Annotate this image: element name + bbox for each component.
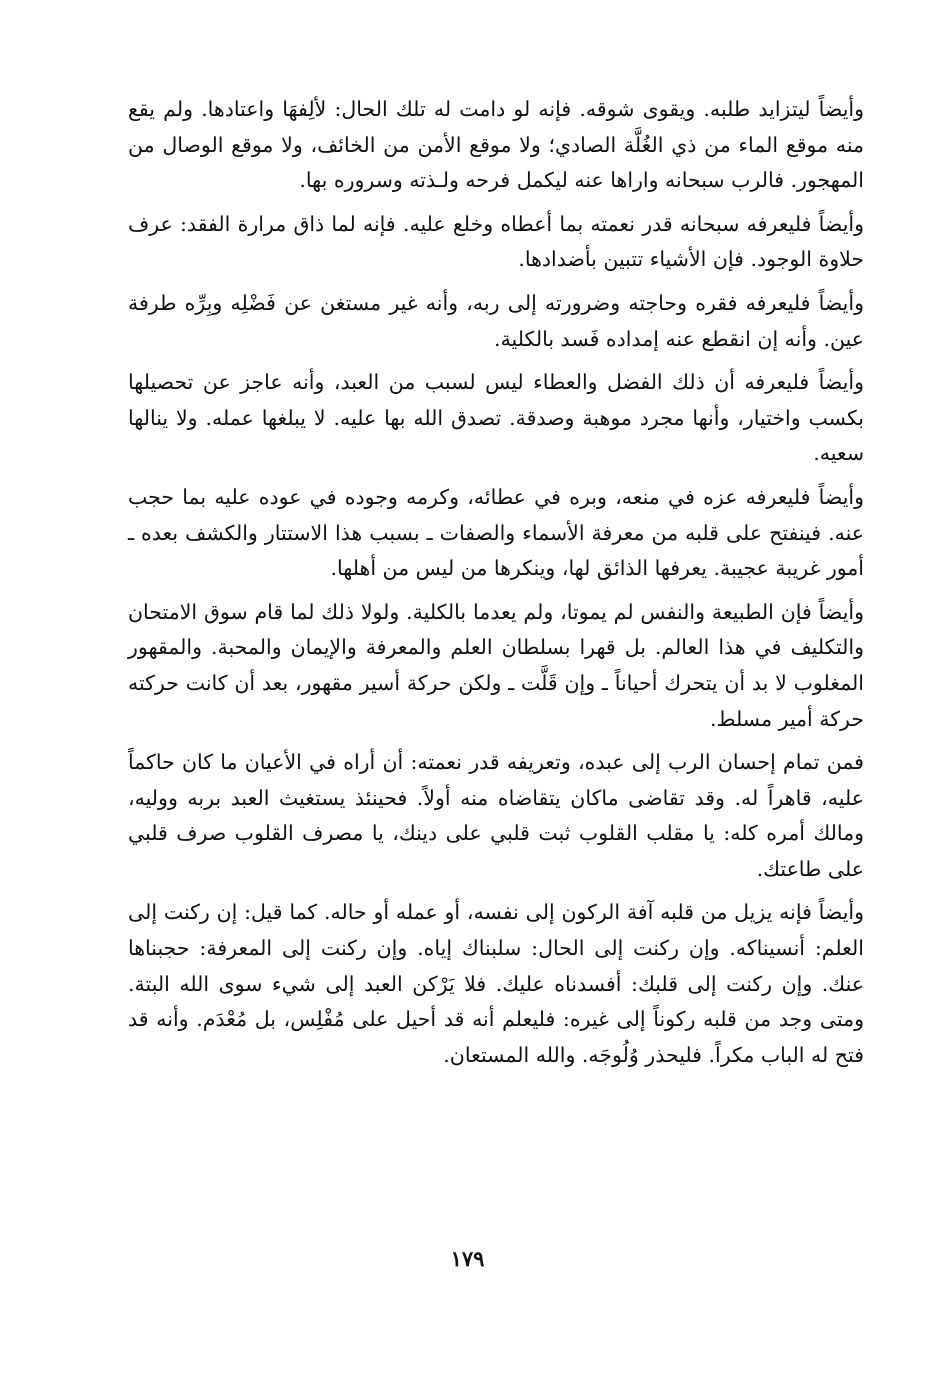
paragraph-7: فمن تمام إحسان الرب إلى عبده، وتعريفه قدر نعمته: أن أراه في الأعيان ما كان حاكماً عليه، قاهراً له. وقد تقاضى ماكان يتقاضاه منه أولاً. فحينئذ يستغيث العبد بربه ووليه، ومالك أمره كله: يا مقلب القلوب ثبت قلبي على دينك، يا مصرف القلوب صرف قلبي على طاعتك. <box>128 750 864 881</box>
paragraph-3: وأيضاً فليعرفه فقره وحاجته وضرورته إلى ربه، وأنه غير مستغن عن فَضْلِه وبِرِّه طرفة عين. وأنه إن انقطع عنه إمداده فَسد بالكلية. <box>128 290 864 351</box>
page-number: ١٧٩ <box>450 1246 485 1271</box>
paragraph-1: وأيضاً ليتزايد طلبه. ويقوى شوقه. فإنه لو دامت له تلك الحال: لألِفهَا واعتادها. ولم يقع منه موقع الماء من ذي الغُلَّة الصادي؛ ولا موقع الأمن من الخائف، ولا موقع الوصال من المهجور. فالرب سبحانه واراها عنه ليكمل فرحه ولـذته وسروره بها. <box>128 97 864 193</box>
paragraph-8: وأيضاً فإنه يزيل من قلبه آفة الركون إلى نفسه، أو عمله أو حاله. كما قيل: إن ركنت إلى العلم: أنسيناكه. وإن ركنت إلى الحال: سلبناك إياه. وإن ركنت إلى المعرفة: حجبناها عنك. وإن ركنت إلى قلبك: أفسدناه عليك. فلا يَرْكن العبد إلى شيء سوى الله البتة. ومتى وجد من قلبه ركوناً إلى غيره: فليعلم أنه قد أحيل على مُفْلِس، بل مُعْدَم. وأنه قد فتح له الباب مكراً. فليحذر وُلُوجَه. والله المستعان. <box>128 900 864 1067</box>
paragraph-5: وأيضاً فليعرفه عزه في منعه، وبره في عطائه، وكرمه وجوده في عوده عليه بما حجب عنه. فينفتح على قلبه من معرفة الأسماء والصفات ـ بسبب هذا الاستتار والكشف بعده ـ أمور غريبة عجيبة. يعرفها الذائق لها، وينكرها من ليس من أهلها. <box>128 484 864 581</box>
paragraph-6: وأيضاً فإن الطبيعة والنفس لم يموتا، ولم يعدما بالكلية. ولولا ذلك لما قام سوق الامتحان والتكليف في هذا العالم. بل قهرا بسلطان العلم والمعرفة والإيمان والمحبة. والمقهور المغلوب لا بد أن يتحرك أحياناً ـ وإن قَلَّت ـ ولكن حركة أسير مقهور، بعد أن كانت حركته حركة أمير مسلط. <box>128 599 864 731</box>
paragraph-4: وأيضاً فليعرفه أن ذلك الفضل والعطاء ليس لسبب من العبد، وأنه عاجز عن تحصيلها بكسب واختيار، وأنها مجرد موهبة وصدقة. تصدق الله بها عليه. لا يبلغها عمله. ولا ينالها سعيه. <box>128 370 864 466</box>
body-text <box>128 92 864 1081</box>
paragraph-2: وأيضاً فليعرفه سبحانه قدر نعمته بما أعطاه وخلع عليه. فإنه لما ذاق مرارة الفقد: عرف حلاوة الوجود. فإن الأشياء تتبين بأضدادها. <box>128 211 864 272</box>
